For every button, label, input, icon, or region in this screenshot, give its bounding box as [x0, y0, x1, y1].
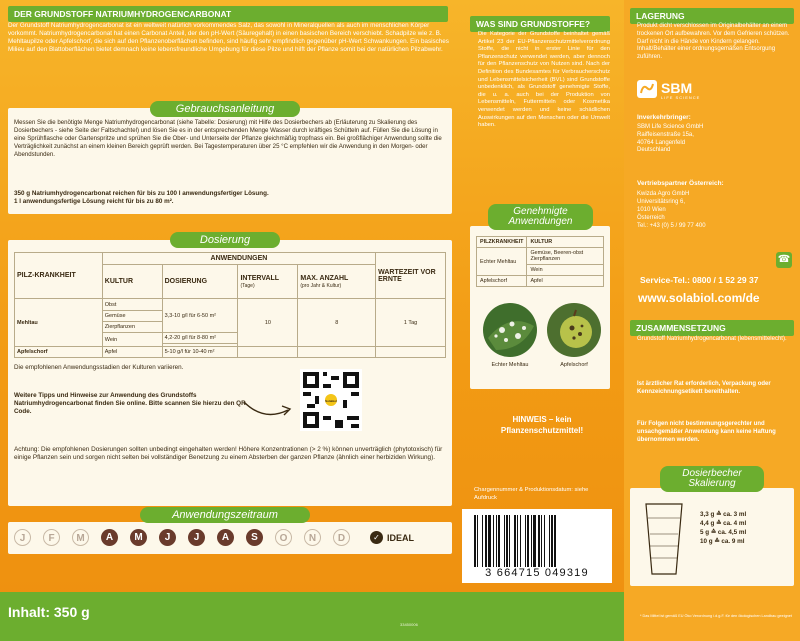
solabiol-badge: Solabiol [324, 393, 338, 407]
barcode-bar [520, 515, 521, 567]
barcode-bar [525, 515, 526, 567]
inverkehr-line: Deutschland [637, 147, 671, 154]
inhalt [8, 604, 90, 620]
phone-icon: ☎ [776, 252, 792, 268]
kultur-gemuese: Gemüse [102, 311, 162, 322]
barcode-bar [531, 515, 532, 567]
small-code: 33450006 [400, 622, 418, 627]
barcode-bar [504, 515, 505, 567]
wartezeit-value: 1 Tag [376, 299, 446, 347]
achtung-text: Achtung: Die empfohlenen Dosierungen sollten unbedingt eingehalten werden! Höhere Konzentrationen (> 2 %) können unverträglich (phytotoxisch) für einige Pflanzen sein und sorgen nicht selten bei vollständiger Benetzung zu einem Absterben der ganzen Pflanze (ähnlich einer herbiziden Wirkung). [14, 446, 443, 462]
sbm-name: SBM [661, 80, 693, 96]
dosierung-2: 4,2-20 g/l für 8-80 m² [162, 333, 238, 344]
becher-rows [700, 510, 794, 546]
vertrieb-line: 1010 Wien [637, 207, 666, 213]
barcode-number: 3 664715 049319 [485, 567, 589, 579]
gebrauch-text: Messen Sie die benötigte Menge Natriumhydrogencarbonat (siehe Tabelle: Dosierung) mit Hilfe des Dosierbechers ab (Erläuterung zu Skalierung des Dosierbechers - siehe Seite der Faltschachtel) und lösen Sie es in der entsprechenden Menge Wasser durch kräftiges Schütteln auf. Füllen Sie die Lösung in eine Sprühflasche oder Gartenspritze und sprühen Sie die Ober- und Unterseite der Pflanze gleichmäßig tropfnass ein. Bei großflächiger Anwendung sollte die Verträglichkeit zunächst an einem kleinen Bereich geprüft werden. Bei Tagestemperaturen über 25 °C empfehlen wir die Anwendung in den Morgen- oder Abendstunden. [14, 119, 442, 158]
month-circle: F [43, 529, 60, 546]
dosierung-note: Die empfohlenen Anwendungsstadien der Kulturen variieren. [14, 364, 184, 371]
kultur-zier: Zierpflanzen [102, 322, 162, 333]
ideal-label: IDEAL [387, 533, 414, 543]
arrow-icon [242, 396, 294, 420]
inverkehr-lines [637, 124, 793, 155]
month-circle: A [217, 529, 234, 546]
gebrauch-bold-1: 350 g Natriumhydrogencarbonat reichen für bis zu 100 l anwendungsfertiger Lösung. [14, 190, 269, 197]
max-value: 8 [298, 299, 376, 347]
main-header: DER GRUNDSTOFF NATRIUMHYDROGENCARBONAT [8, 6, 448, 22]
web-link[interactable]: www.solabiol.com/de [638, 291, 760, 305]
month-circle: M [130, 529, 147, 546]
month-circle: J [188, 529, 205, 546]
becher-row: 3,3 g ≙ ca. 3 ml [700, 511, 747, 518]
inverkehr-title: Inverkehrbringer: [637, 114, 691, 121]
barcode-bar [498, 515, 500, 567]
barcode-bar [488, 515, 491, 567]
becher-title: Dosierbecher Skalierung [660, 466, 764, 492]
month-circle: S [246, 529, 263, 546]
vertrieb-title: Vertriebspartner Österreich: [637, 180, 724, 187]
col-anwendungen: ANWENDUNGEN [102, 253, 375, 265]
month-circle: J [159, 529, 176, 546]
hinweis-text: HINWEIS – kein Pflanzenschutzmittel! [500, 415, 584, 435]
grundstoffe-text: Die Kategorie der Grundstoffe beinhaltet gemäß Artikel 23 der EU-Pflanzenschutzmittelverordnung Stoffe, die nicht in erster Linie für den Pflanzenschutz verwendet werden, aber dennoch für den Pflanzenschutz von Nutzen sind. Nach der Definition des Bundesamtes für Verbraucherschutz und Lebensmittelsicherheit (BVL) sind Grundstoffe unbedenklich, als Grundstoff genehmigte Stoffe, die u. a. auch bei der Produktion von Lebensmitteln, Futtermitteln oder Kosmetika verwendet werden und keine schädlichen Auswirkungen auf den Menschen oder die Umwelt haben. [478, 31, 610, 129]
lagerung-text: Produkt dicht verschlossen im Originalbehälter an einem trockenen Ort aufbewahren. Vor dem Gefrieren schützen. Darf nicht in die Hände von Kindern gelangen. Inhalt/Behälter einer ordnungsgemäßen Entsorgung zuführen. [637, 23, 790, 61]
inverkehr-line: 40764 Langenfeld [637, 139, 686, 146]
month-circle: M [72, 529, 89, 546]
sbm-sub: LIFE SCIENCE [661, 95, 701, 100]
barcode-bar [482, 515, 483, 567]
barcode [462, 509, 612, 583]
month-circle: A [101, 529, 118, 546]
dosierung-title: Dosierung [170, 232, 280, 248]
kultur-obst: Obst [102, 299, 162, 311]
gebrauch-bold-2: 1 l anwendungsfertige Lösung reicht für bis zu 80 m². [14, 198, 174, 205]
vertrieb-line: Kwizda Agro GmbH [637, 191, 690, 197]
becher-row: 10 g ≙ ca. 9 ml [700, 538, 745, 545]
barcode-bar [506, 515, 508, 567]
sbm-logo-icon [637, 80, 657, 98]
barcode-bar [474, 515, 476, 567]
apfelschorf-caption: Apfelschorf [560, 362, 588, 368]
month-circle: N [304, 529, 321, 546]
barcode-bar [514, 515, 516, 567]
ga-col2: KULTUR [527, 237, 604, 248]
gebrauch-title: Gebrauchsanleitung [150, 101, 300, 117]
ga-r1c1: Echter Mehltau [477, 248, 527, 276]
zusammen-header: ZUSAMMENSETZUNG [630, 320, 794, 336]
col-intervall: INTERVALL [240, 274, 280, 282]
dosierung-1: 3,3-10 g/l für 6-50 m² [162, 299, 238, 333]
intervall-value: 10 [238, 299, 298, 347]
grundstoffe-header: WAS SIND GRUNDSTOFFE? [470, 16, 610, 32]
haftung-text: Für Folgen nicht bestimmungsgerechter und unsachgemäßer Anwendung kann keine Haftung übernommen werden. [637, 421, 776, 443]
arzt-text: Ist ärztlicher Rat erforderlich, Verpackung oder Kennzeichnungsetikett bereithalten. [637, 381, 771, 395]
ga-col1: PILZKRANKHEIT [477, 237, 527, 248]
inverkehr-line: Raiffeisenstraße 15a, [637, 131, 694, 138]
col-wartezeit: WARTEZEIT VOR ERNTE [376, 253, 446, 299]
inhalt-label: Inhalt: [8, 604, 50, 620]
inhalt-value: 350 g [53, 604, 90, 620]
kultur-apfel: Apfel [102, 347, 162, 358]
barcode-bar [485, 515, 487, 567]
ga-r1c2b: Wein [527, 265, 604, 276]
barcode-bar [554, 515, 556, 567]
barcode-bar [496, 515, 497, 567]
ga-r2c2: Apfel [527, 276, 604, 287]
inverkehr-line: SBM Life Science GmbH [637, 124, 704, 130]
becher-row: 5 g ≙ ca. 4,5 ml [700, 529, 747, 536]
dosierbecher-icon [640, 500, 688, 578]
vertrieb-lines [637, 190, 793, 230]
barcode-bar [477, 515, 478, 567]
tips-text: Weitere Tipps und Hinweise zur Anwendung des Grundstoffs Natriumhydrogencarbonat finden Sie online. Bitte scannen Sie hierzu den QR Code. [14, 392, 246, 415]
ga-r1c2a: Gemüse, Beeren-obst Zierpflanzen [527, 248, 604, 265]
charge-text: Chargennummer & Produktionsdatum: siehe Aufdruck [474, 487, 589, 501]
genehmigt-table [476, 236, 604, 287]
ga-r2c1: Apfelschorf [477, 276, 527, 287]
barcode-bar [527, 515, 529, 567]
col-max: MAX. ANZAHL [300, 274, 349, 282]
barcode-bar [517, 515, 518, 567]
apfelschorf-image [546, 302, 602, 358]
barcode-bar [538, 515, 540, 567]
vertrieb-line: Tel.: +43 (0) 5 / 99 77 400 [637, 223, 706, 229]
month-circle: J [14, 529, 31, 546]
intro-text: Der Grundstoff Natriumhydrogencarbonat ist ein weltweit natürlich vorkommendes Salz, das sowohl in Mineralquellen als auch im menschlichen Körper vorkommt. Natriumhydrogencarbonat hat einen Carbonat Anteil, der den pH-Wert (Säuregehalt) in einen basischen Bereich verschiebt. Schadpilze wie z. B. Mehltaupilze oder Apfelschorf, die sich auf den Pflanzenoberflächen befinden, sind häufig sehr empfindlich gegenüber pH-Wert Schwankungen. Ein basisches Milieu auf den Blattoberflächen bietet demnach keine lebensfreundliche Umgebung für diese Pilze und hilft der Pflanze somit bei der natürlichen Pilzabwehr. [8, 22, 449, 53]
zusammen-text: Grundstoff Natriumhydrogencarbonat (lebensmittelecht). [637, 336, 787, 342]
lagerung-header: LAGERUNG [630, 8, 794, 24]
qr-code[interactable] [300, 369, 362, 431]
col-intervall-sub: (Tage) [240, 282, 255, 289]
vertrieb-line: Universitätsring 6, [637, 199, 686, 205]
col-kultur: KULTUR [102, 265, 162, 299]
mehltau-image [482, 302, 538, 358]
zeitraum-title: Anwendungszeitraum [140, 507, 310, 523]
footnote: * Das Mittel ist gemäß EU Öko Verordnung i.d.g.F. für den ökologischen Landbau geeignet [640, 614, 792, 618]
dosierung-3: 5-10 g/l für 10-40 m² [162, 347, 238, 358]
barcode-bar [509, 515, 510, 567]
barcode-bar [541, 515, 542, 567]
barcode-bar [533, 515, 536, 567]
barcode-bar [493, 515, 494, 567]
vertrieb-line: Österreich [637, 215, 665, 221]
barcode-bar [549, 515, 550, 567]
month-circle: D [333, 529, 350, 546]
col-max-sub: (pro Jahr & Kultur) [300, 282, 342, 289]
mehltau-caption: Echter Mehltau [491, 362, 529, 368]
service-tel[interactable]: Service-Tel.: 0800 / 1 52 29 37 [640, 275, 759, 285]
row-mehltau: Mehltau [15, 299, 103, 347]
barcode-bar [544, 515, 545, 567]
col-dosierung: DOSIERUNG [162, 265, 238, 299]
dosierung-table [14, 252, 446, 358]
col-pilz: PILZ-KRANKHEIT [15, 253, 103, 299]
kultur-wein: Wein [102, 333, 162, 347]
genehmigt-title: Genehmigte Anwendungen [488, 204, 593, 230]
becher-row: 4,4 g ≙ ca. 4 ml [700, 520, 747, 527]
row-apfelschorf: Apfelschorf [15, 347, 103, 358]
month-circle: O [275, 529, 292, 546]
barcode-bar [551, 515, 553, 567]
check-icon: ✓ [370, 531, 383, 544]
barcode-bars [474, 515, 600, 567]
